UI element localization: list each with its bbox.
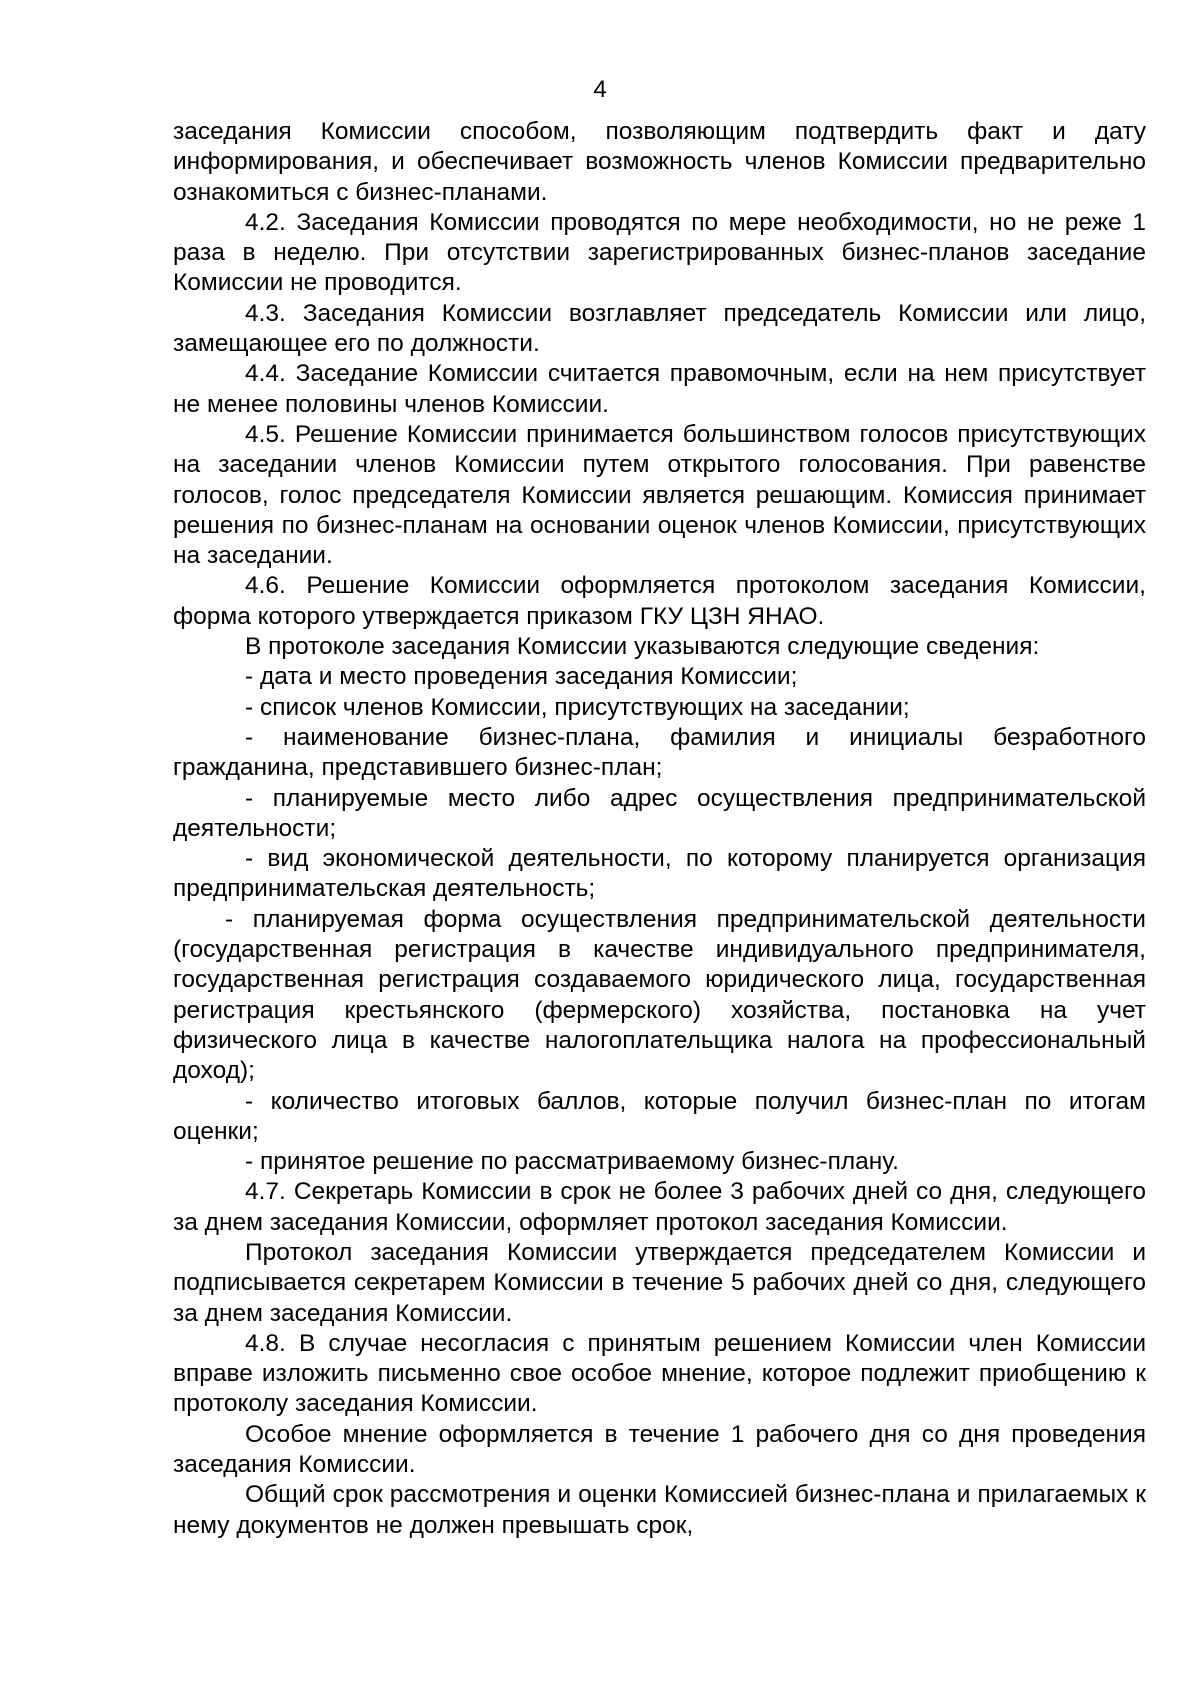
list-item: - планируемая форма осуществления предпринимательской деятельности (государственная регистрация в качестве индивидуального предпринимателя, государственная регистрация создаваемого юридического лица, государственная регистрация крестьянского (фермерского) хозяйства, постановка на учет физического лица в качестве налогоплательщика налога на профессиональный доход);: [173, 905, 1146, 1085]
paragraph-4-6: 4.6. Решение Комиссии оформляется протоколом заседания Комиссии, форма которого утверждается приказом ГКУ ЦЗН ЯНАО.: [173, 572, 1146, 630]
document-body: [173, 117, 1146, 1541]
paragraph-4-3: 4.3. Заседания Комиссии возглавляет председатель Комиссии или лицо, замещающее его по должности.: [173, 299, 1146, 358]
paragraph-4-8: 4.8. В случае несогласия с принятым решением Комиссии член Комиссии вправе изложить письменно свое особое мнение, которое подлежит приобщению к протоколу заседания Комиссии.: [173, 1329, 1146, 1418]
paragraph-4-2: 4.2. Заседания Комиссии проводятся по мере необходимости, но не реже 1 раза в неделю. При отсутствии зарегистрированных бизнес-планов заседание Комиссии не проводится.: [173, 208, 1146, 297]
list-item: - наименование бизнес-плана, фамилия и инициалы безработного гражданина, представившего бизнес-план;: [173, 723, 1146, 782]
paragraph-total-term: Общий срок рассмотрения и оценки Комиссией бизнес-плана и прилагаемых к нему документов не должен превышать срок,: [173, 1481, 1146, 1539]
list-item: - принятое решение по рассматриваемому бизнес-плану.: [245, 1148, 899, 1176]
paragraph-4-5: 4.5. Решение Комиссии принимается большинством голосов присутствующих на заседании членов Комиссии путем открытого голосования. При равенстве голосов, голос председателя Комиссии является решающим. Комиссия принимает решения по бизнес-планам на основании оценок членов Комиссии, присутствующих на заседании.: [173, 420, 1146, 570]
page-number: 4: [593, 76, 607, 103]
list-item: - список членов Комиссии, присутствующих на заседании;: [245, 693, 910, 721]
paragraph-4-7: 4.7. Секретарь Комиссии в срок не более 3 рабочих дней со дня, следующего за днем заседания Комиссии, оформляет протокол заседания Комиссии.: [173, 1178, 1146, 1236]
list-item: - вид экономической деятельности, по которому планируется организация предпринимательская деятельность;: [173, 845, 1146, 903]
list-item: - планируемые место либо адрес осуществления предпринимательской деятельности;: [173, 784, 1146, 842]
paragraph-continuation: заседания Комиссии способом, позволяющим подтвердить факт и дату информирования, и обеспечивает возможность членов Комиссии предварительно ознакомиться с бизнес-планами.: [173, 118, 1146, 206]
paragraph-protocol-intro: В протоколе заседания Комиссии указываются следующие сведения:: [245, 633, 1040, 661]
list-item: - дата и место проведения заседания Комиссии;: [245, 663, 798, 691]
paragraph-protocol-approval: Протокол заседания Комиссии утверждается председателем Комиссии и подписывается секретарем Комиссии в течение 5 рабочих дней со дня, следующего за днем заседания Комиссии.: [173, 1238, 1146, 1327]
paragraph-special-opinion: Особое мнение оформляется в течение 1 рабочего дня со дня проведения заседания Комиссии.: [173, 1420, 1146, 1479]
paragraph-4-4: 4.4. Заседание Комиссии считается правомочным, если на нем присутствует не менее половины членов Комиссии.: [173, 360, 1146, 418]
list-item: - количество итоговых баллов, которые получил бизнес-план по итогам оценки;: [173, 1087, 1146, 1145]
